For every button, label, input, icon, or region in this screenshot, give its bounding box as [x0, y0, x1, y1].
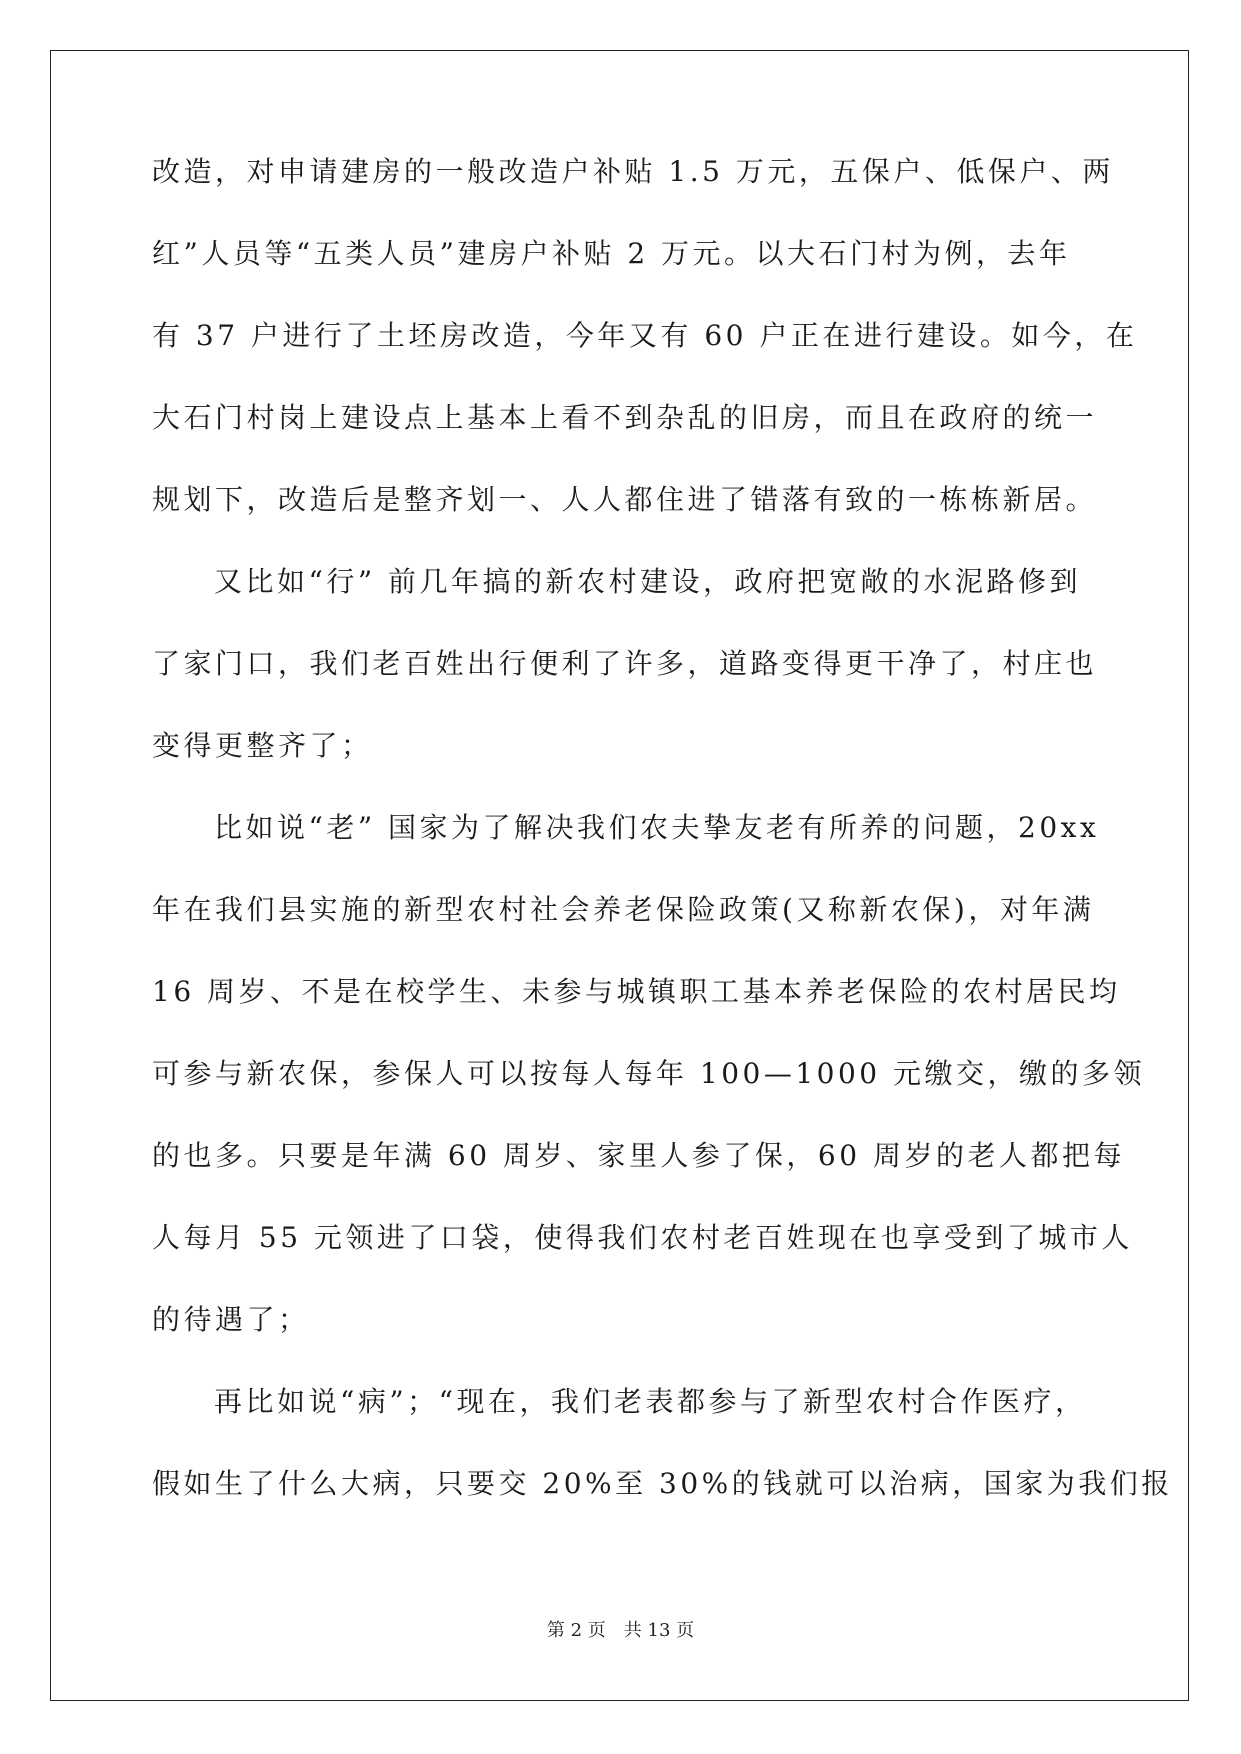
text-line: 假如生了什么大病，只要交 20%至 30%的钱就可以治病，国家为我们报: [152, 1467, 1173, 1500]
text-line: 又比如“行” 前几年搞的新农村建设，政府把宽敞的水泥路修到: [214, 565, 1082, 598]
text-line: 的待遇了；: [152, 1303, 310, 1336]
text-line: 变得更整齐了；: [152, 729, 373, 762]
text-line: 比如说“老” 国家为了解决我们农夫挚友老有所养的问题，20xx: [214, 811, 1100, 844]
page-number: 第 2 页: [546, 1620, 606, 1641]
text-line: 有 37 户进行了土坯房改造，今年又有 60 户正在进行建设。如今，在: [152, 319, 1138, 352]
text-line: 了家门口，我们老百姓出行便利了许多，道路变得更干净了，村庄也: [152, 647, 1098, 680]
text-line: 16 周岁、不是在校学生、未参与城镇职工基本养老保险的农村居民均: [152, 975, 1121, 1008]
page-footer: [0, 1616, 1241, 1642]
text-line: 红”人员等“五类人员”建房户补贴 2 万元。以大石门村为例，去年: [152, 237, 1071, 270]
text-line: 改造，对申请建房的一般改造户补贴 1.5 万元，五保户、低保户、两: [152, 155, 1114, 188]
text-line: 年在我们县实施的新型农村社会养老保险政策(又称新农保)，对年满: [152, 893, 1095, 926]
text-line: 的也多。只要是年满 60 周岁、家里人参了保，60 周岁的老人都把每: [152, 1139, 1125, 1172]
text-line: 可参与新农保，参保人可以按每人每年 100—1000 元缴交，缴的多领: [152, 1057, 1146, 1090]
text-line: 规划下，改造后是整齐划一、人人都住进了错落有致的一栋栋新居。: [152, 483, 1098, 516]
text-line: 再比如说“病”；“现在，我们老表都参与了新型农村合作医疗，: [214, 1385, 1087, 1418]
text-line: 大石门村岗上建设点上基本上看不到杂乱的旧房，而且在政府的统一: [152, 401, 1098, 434]
page-total: 共 13 页: [623, 1620, 695, 1641]
document-body: [152, 155, 1173, 1552]
text-line: 人每月 55 元领进了口袋，使得我们农村老百姓现在也享受到了城市人: [152, 1221, 1133, 1254]
